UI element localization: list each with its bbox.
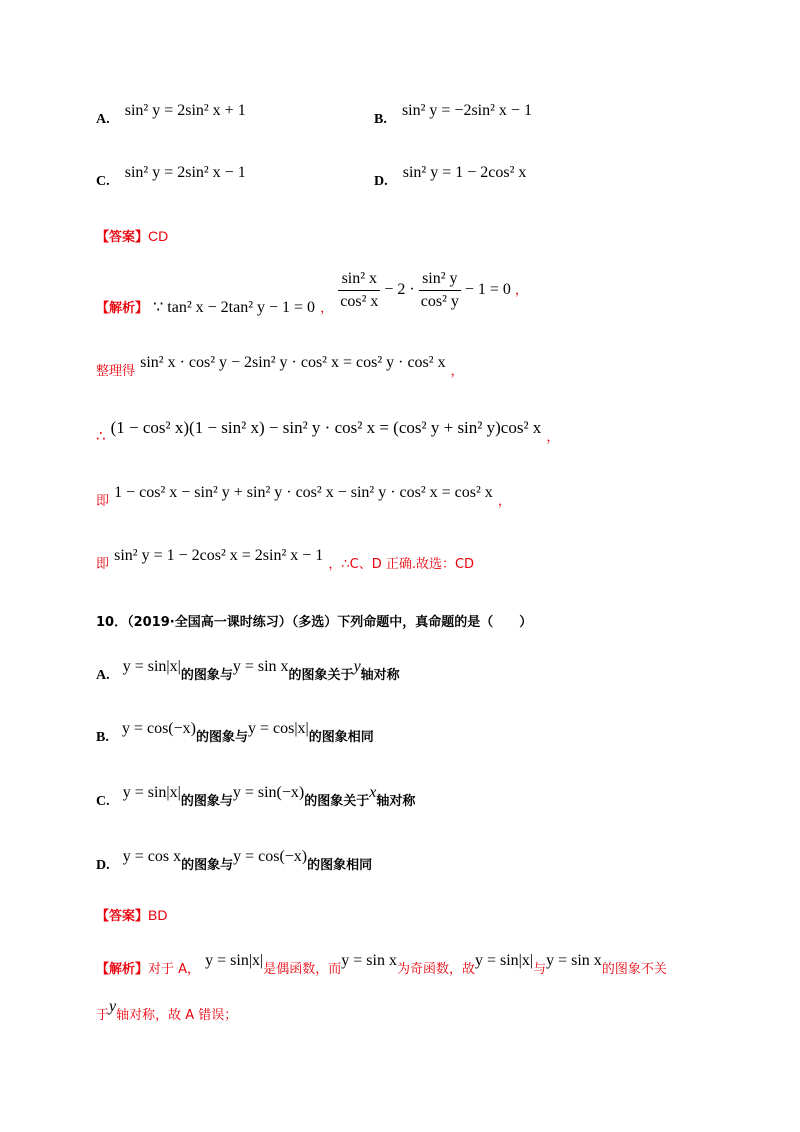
option-label: C.: [96, 794, 110, 809]
option-text: 的图象相同: [307, 858, 373, 873]
solution-line-3: [96, 418, 560, 445]
option-math: y = cos(−x): [233, 848, 308, 865]
answer-tag: 【答案】: [96, 230, 149, 245]
option-c: [96, 162, 246, 189]
fraction-operator: − 2 ·: [380, 281, 419, 299]
option-label: B.: [374, 112, 387, 127]
solution-text: 的图象不关: [601, 962, 667, 977]
fraction-numerator: sin² x: [338, 270, 380, 291]
option-label: C.: [96, 174, 110, 189]
line-prefix: 整理得: [96, 364, 136, 379]
variable: y: [353, 658, 361, 675]
solution-text: 与: [533, 962, 547, 977]
solution-text: 为奇函数，故: [396, 962, 475, 977]
option-b: [374, 100, 532, 127]
option-text: 的图象相同: [308, 730, 374, 745]
conclusion-text: ，∴C、D 正确.故选：CD: [328, 557, 475, 572]
solution-line-4: [96, 482, 511, 509]
q10-option-a: [96, 656, 400, 683]
option-text: 的图象与: [180, 668, 233, 683]
solution-text: 对于 A，: [148, 962, 201, 977]
option-math: sin² y = 2sin² x − 1: [124, 164, 246, 181]
option-math: y = sin|x|: [122, 784, 181, 801]
answer-tag: 【答案】: [96, 909, 149, 924]
option-math: sin² y = 1 − 2cos² x: [402, 164, 527, 181]
solution-math: sin² x · cos² y − 2sin² y · cos² x = cos² y · cos² x: [140, 354, 446, 371]
option-math: y = cos(−x): [121, 720, 196, 737]
solution-math: y = sin|x|: [474, 952, 534, 969]
option-math: y = sin(−x): [232, 784, 305, 801]
solution-tag: 【解析】: [96, 301, 149, 317]
option-text: 轴对称: [376, 794, 416, 809]
solution-line-2: [96, 352, 464, 379]
option-math: y = sin x: [232, 658, 289, 675]
option-label: B.: [96, 730, 109, 745]
solution-math: ∵ tan² x − 2tan² y − 1 = 0: [153, 299, 316, 317]
q10-option-b: [96, 718, 374, 745]
solution-math: sin² y = 1 − 2cos² x = 2sin² x − 1: [114, 547, 324, 564]
solution-math: y = sin x: [341, 952, 397, 969]
variable: x: [369, 784, 377, 801]
fraction-denominator: cos² x: [340, 293, 379, 310]
option-math: y = sin|x|: [122, 658, 181, 675]
comma: ，: [450, 364, 464, 379]
solution-math: (1 − cos² x)(1 − sin² x) − sin² y · cos² x = (cos² y + sin² y)cos² x: [110, 418, 542, 437]
fraction-1: [338, 270, 380, 311]
solution-line-5: [96, 545, 475, 572]
solution-text: 是偶函数，而: [263, 962, 342, 977]
answer-value: BD: [148, 907, 168, 923]
option-math: sin² y = −2sin² x − 1: [401, 102, 532, 119]
solution-text: 轴对称，故 A 错误；: [116, 1008, 238, 1023]
q10-solution-line-1: [96, 950, 667, 977]
line-prefix: ∴: [96, 427, 106, 445]
option-text: 的图象与: [181, 858, 234, 873]
line-prefix: 即: [96, 557, 110, 572]
answer-line: [96, 905, 167, 924]
option-text: 的图象与: [195, 730, 248, 745]
option-label: D.: [96, 858, 110, 873]
solution-text: 于: [96, 1008, 110, 1023]
option-d: [374, 162, 527, 189]
option-math: [354, 658, 361, 675]
option-label: D.: [374, 174, 388, 189]
variable: y: [109, 998, 117, 1015]
fraction-2: [419, 270, 461, 311]
option-a: [96, 100, 246, 127]
comma: ，: [320, 301, 334, 317]
fraction-numerator: sin² y: [419, 270, 461, 291]
option-text: 的图象关于: [304, 794, 370, 809]
q10-option-c: [96, 782, 416, 809]
option-text: 的图象关于: [288, 668, 354, 683]
option-math: y = cos x: [122, 848, 182, 865]
option-math: y = cos|x|: [247, 720, 309, 737]
line-prefix: 即: [96, 494, 110, 509]
solution-math: 1 − cos² x − sin² y + sin² y · cos² x − sin² y · cos² x = cos² x: [114, 484, 493, 501]
option-label: A.: [96, 668, 110, 683]
fraction-expression: [338, 270, 515, 310]
solution-line-1: [96, 270, 528, 320]
comma: ，: [497, 494, 511, 509]
option-text: 轴对称: [360, 668, 400, 683]
comma: ，: [546, 430, 560, 445]
solution-math: y = sin|x|: [205, 952, 264, 969]
option-label: A.: [96, 112, 110, 127]
solution-math: y = sin x: [546, 952, 602, 969]
option-text: 的图象与: [180, 794, 233, 809]
q10-solution-line-2: [96, 996, 238, 1023]
answer-value: CD: [148, 228, 169, 244]
option-math: sin² y = 2sin² x + 1: [124, 102, 246, 119]
answer-line: [96, 226, 168, 245]
comma: ，: [514, 283, 528, 299]
fraction-tail: − 1 = 0: [460, 281, 511, 299]
question-10-header: 10．（2019·全国高一课时练习）（多选）下列命题中，真命题的是（ ）: [96, 615, 533, 630]
q10-option-d: [96, 846, 373, 873]
fraction-denominator: cos² y: [420, 293, 459, 310]
solution-tag: 【解析】: [96, 962, 149, 977]
